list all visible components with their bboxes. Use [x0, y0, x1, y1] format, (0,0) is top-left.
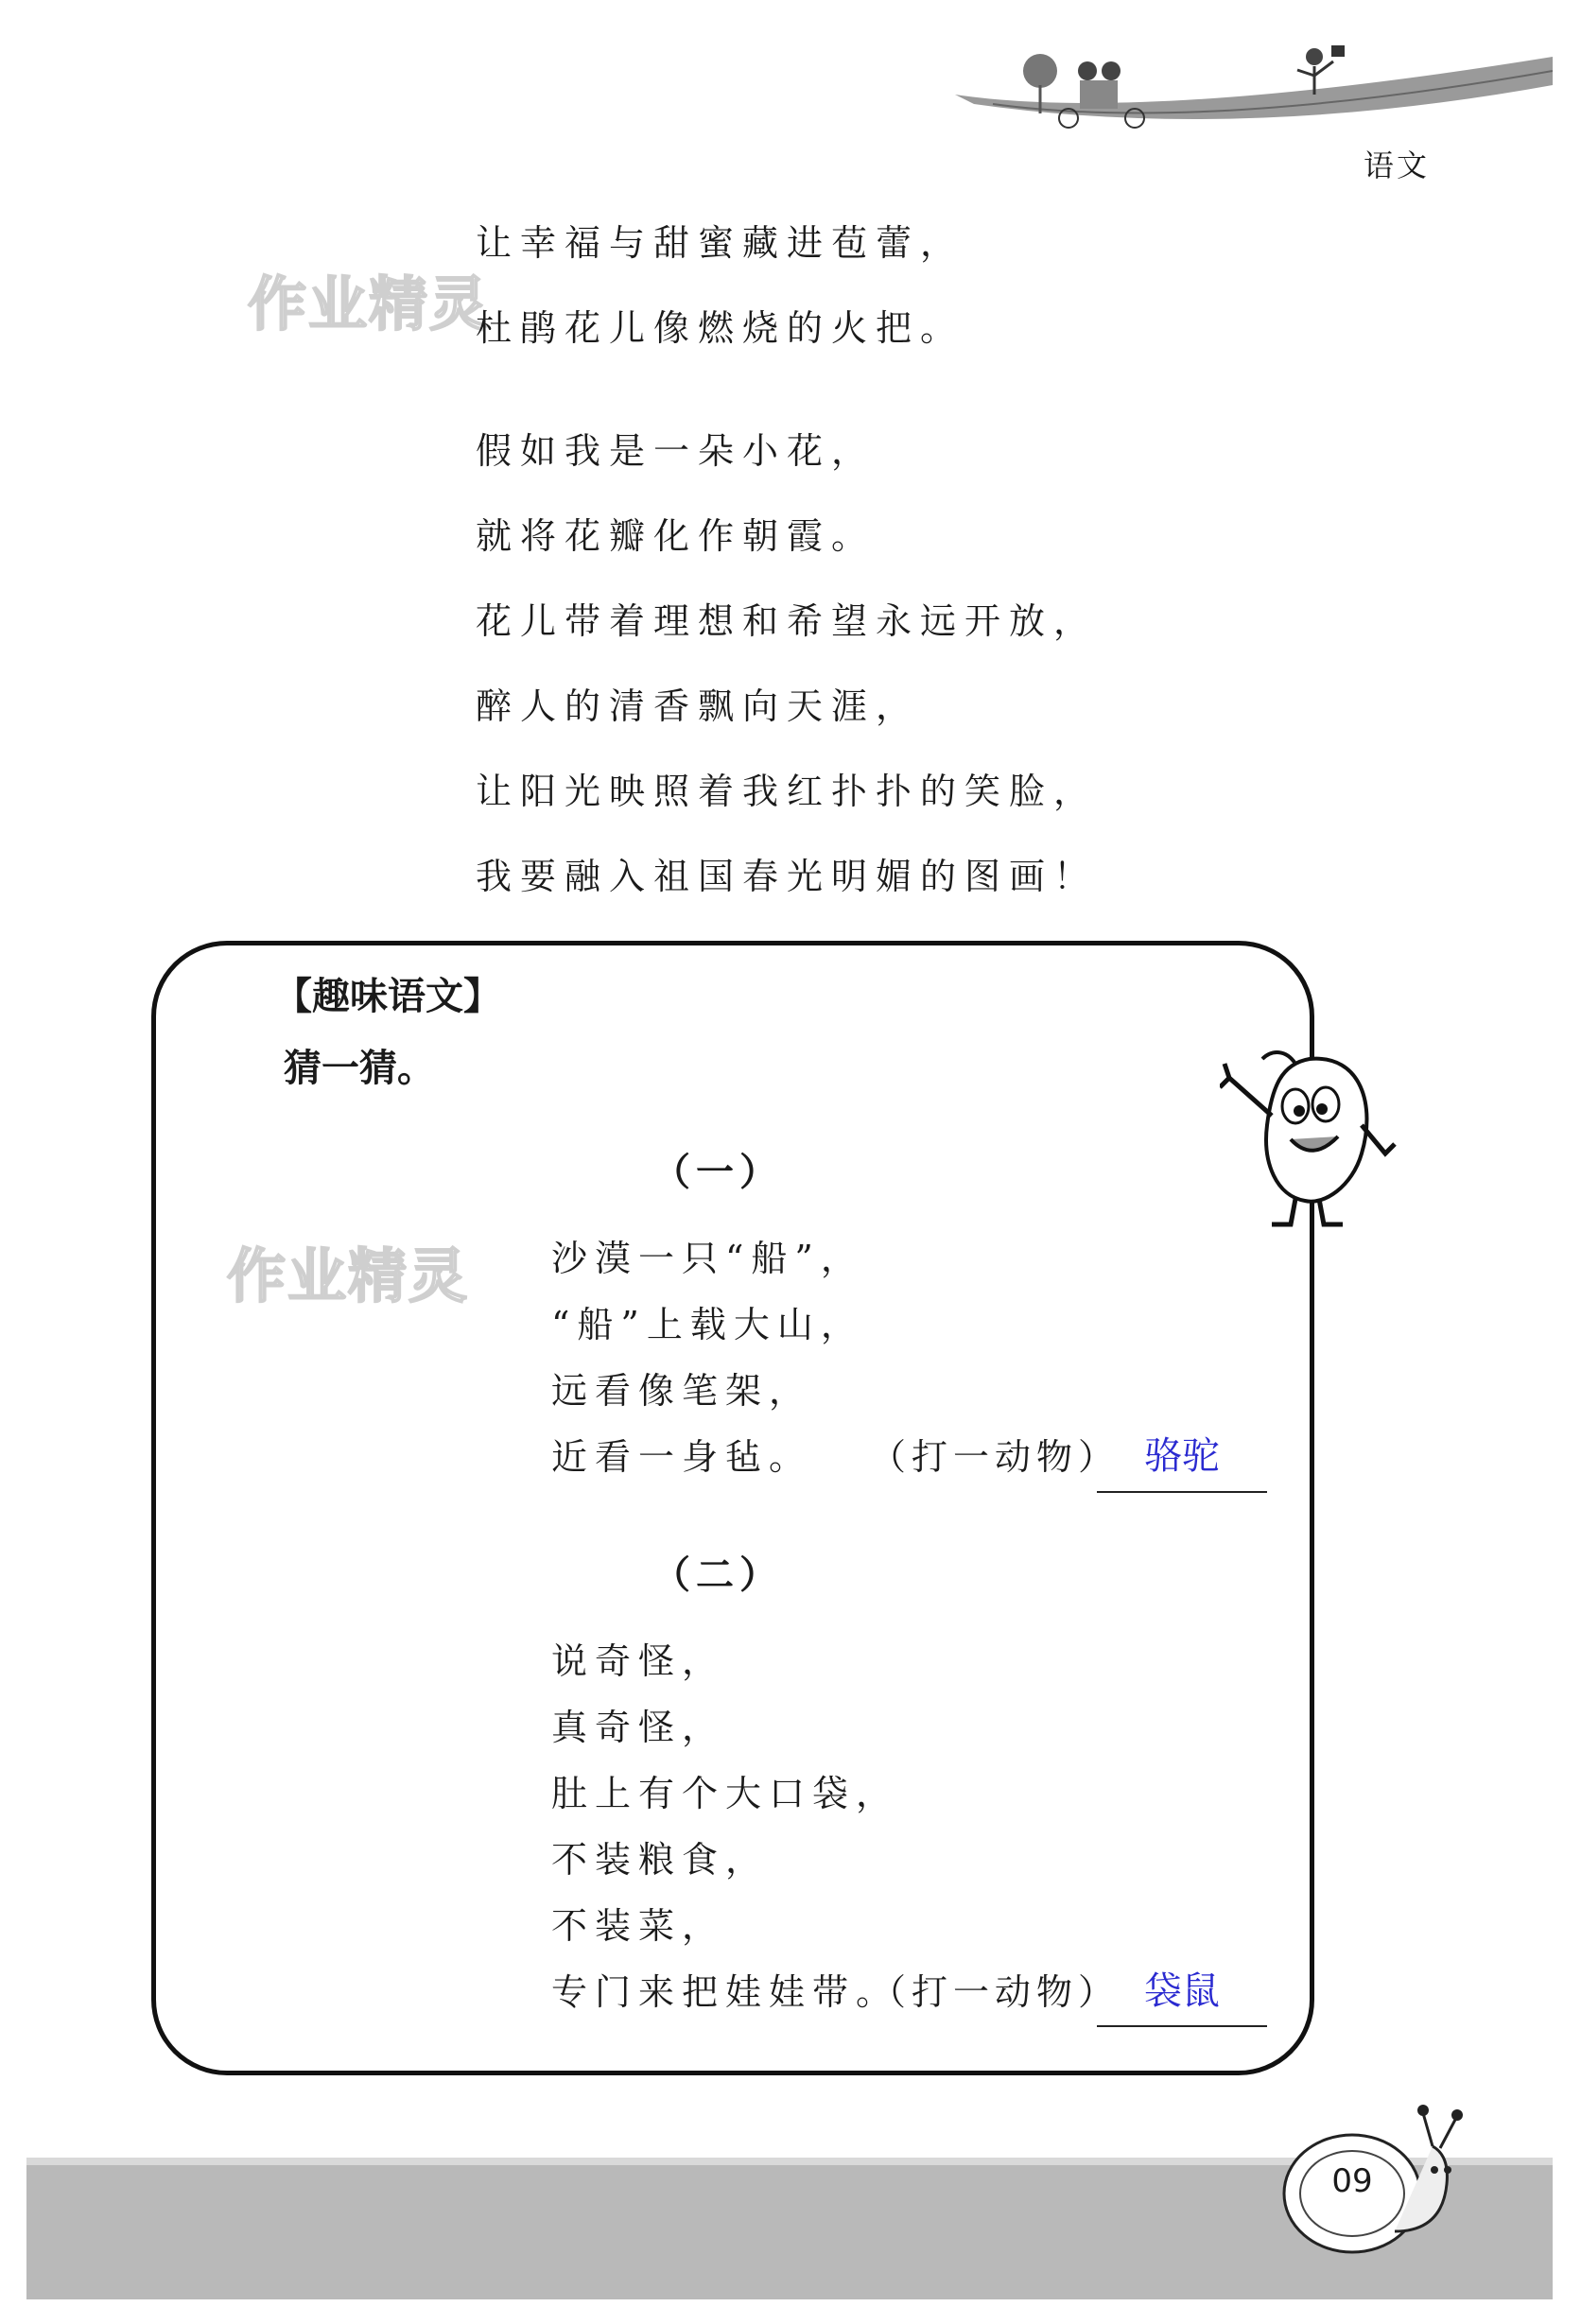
riddle-hint: （打一动物）	[870, 1971, 1121, 2013]
riddle-heading: （二）	[652, 1553, 783, 1597]
watermark-text: 作业精灵	[248, 269, 491, 338]
riddle-line: 说奇怪，	[551, 1640, 726, 1682]
watermark-text: 作业精灵	[227, 1241, 470, 1310]
fun-chinese-box	[151, 941, 1314, 2075]
poem-line: 杜鹃花儿像燃烧的火把。	[476, 307, 965, 349]
riddle-line: 近看一身毡。	[551, 1436, 813, 1478]
poem-line: 让阳光映照着我红扑扑的笑脸，	[476, 771, 1099, 812]
riddle-line: 专门来把娃娃带。	[551, 1971, 900, 2013]
section-instruction: 猜一猜。	[284, 1047, 435, 1090]
riddle-line: 不装粮食，	[551, 1839, 770, 1881]
snail-icon	[1281, 2090, 1480, 2293]
poem-line: 让幸福与甜蜜藏进苞蕾，	[476, 222, 965, 264]
riddle-answer: 骆驼	[1144, 1434, 1220, 1478]
riddle-line: 远看像笔架，	[551, 1370, 813, 1412]
riddle-heading: （一）	[652, 1151, 783, 1194]
riddle-line: “船”上载大山，	[551, 1304, 864, 1345]
riddle-line: 不装菜，	[551, 1905, 726, 1947]
section-title: 【趣味语文】	[274, 975, 501, 1018]
mascot-illustration	[1220, 1021, 1399, 1229]
riddle-answer: 袋鼠	[1144, 1969, 1220, 2013]
riddle-hint: （打一动物）	[870, 1436, 1121, 1478]
header-banner-illustration	[955, 28, 1553, 142]
riddle-line: 沙漠一只“船”，	[551, 1238, 864, 1279]
riddle-line: 真奇怪，	[551, 1707, 726, 1748]
poem-line: 花儿带着理想和希望永远开放，	[476, 600, 1099, 642]
poem-line: 醉人的清香飘向天涯，	[476, 685, 921, 727]
subject-label: 语文	[1363, 147, 1430, 183]
poem-line: 我要融入祖国春光明媚的图画！	[476, 856, 1099, 897]
poem-line: 就将花瓣化作朝霞。	[476, 515, 877, 557]
page-number: 09	[1331, 2162, 1373, 2200]
riddle-line: 肚上有个大口袋，	[551, 1773, 900, 1814]
poem-line: 假如我是一朵小花，	[476, 430, 877, 472]
